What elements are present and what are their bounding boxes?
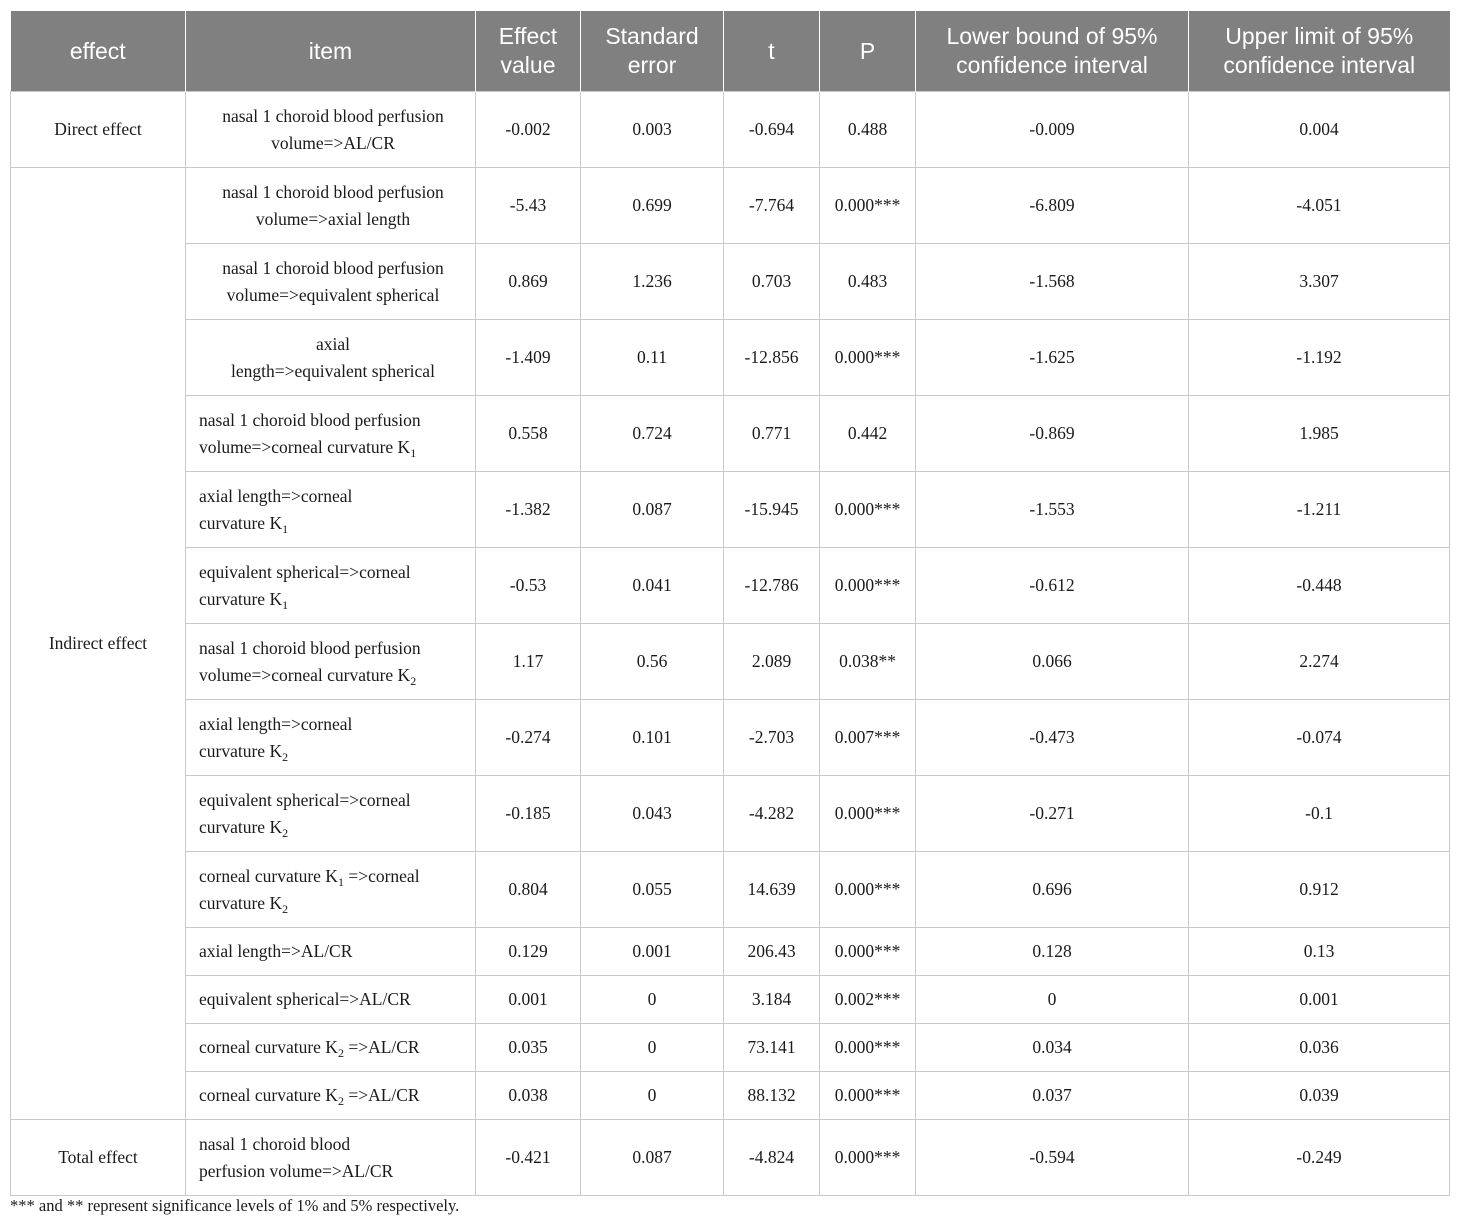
item-text: nasal 1 choroid blood perfusion volume=>AL/CR xyxy=(199,1133,394,1181)
cell-effect-value: 0.804 xyxy=(476,852,581,928)
item-subscript: 1 xyxy=(282,597,289,612)
cell-standard-error: 0.043 xyxy=(581,776,724,852)
cell-item xyxy=(186,1120,476,1196)
cell-upper-limit: 0.912 xyxy=(1189,852,1450,928)
item-text-continued: =>AL/CR xyxy=(343,1037,420,1057)
cell-effect-value: -0.53 xyxy=(476,548,581,624)
item-subscript: 2 xyxy=(337,1046,344,1060)
table-row xyxy=(11,92,1450,168)
cell-t: 0.703 xyxy=(724,244,820,320)
cell-effect-value: -0.185 xyxy=(476,776,581,852)
cell-upper-limit: 2.274 xyxy=(1189,624,1450,700)
results-table-wrapper xyxy=(10,11,1449,1196)
table-row xyxy=(11,624,1450,700)
cell-effect-value: 0.129 xyxy=(476,928,581,976)
cell-upper-limit: 1.985 xyxy=(1189,396,1450,472)
cell-upper-limit: 0.001 xyxy=(1189,976,1450,1024)
item-text: axial length=>equivalent spherical xyxy=(231,333,435,381)
item-text: nasal 1 choroid blood perfusion volume=>axial length xyxy=(222,181,444,229)
item-text: equivalent spherical=>corneal curvature K xyxy=(199,561,411,609)
cell-upper-limit: 0.039 xyxy=(1189,1072,1450,1120)
cell-effect-value: 0.001 xyxy=(476,976,581,1024)
group-direct-effect: Direct effect xyxy=(11,92,186,168)
cell-standard-error: 0.56 xyxy=(581,624,724,700)
table-row xyxy=(11,700,1450,776)
cell-lower-bound: -0.009 xyxy=(916,92,1189,168)
cell-standard-error: 0.001 xyxy=(581,928,724,976)
cell-upper-limit: 0.036 xyxy=(1189,1024,1450,1072)
cell-effect-value: 0.035 xyxy=(476,1024,581,1072)
table-row xyxy=(11,928,1450,976)
cell-lower-bound: 0.128 xyxy=(916,928,1189,976)
col-header-lower-bound: Lower bound of 95% confidence interval xyxy=(916,11,1189,92)
table-row xyxy=(11,244,1450,320)
cell-standard-error: 0.101 xyxy=(581,700,724,776)
col-header-p: P xyxy=(820,11,916,92)
item-subscript: 2 xyxy=(282,749,289,764)
cell-upper-limit: -0.249 xyxy=(1189,1120,1450,1196)
cell-lower-bound: 0.037 xyxy=(916,1072,1189,1120)
item-text-continued: =>AL/CR xyxy=(343,1085,420,1105)
cell-item xyxy=(186,928,476,976)
cell-p: 0.000*** xyxy=(820,1024,916,1072)
footnote: *** and ** represent significance levels of 1% and 5% respectively. xyxy=(10,1196,460,1215)
cell-upper-limit: -0.1 xyxy=(1189,776,1450,852)
cell-effect-value: -1.409 xyxy=(476,320,581,396)
cell-standard-error: 0.087 xyxy=(581,472,724,548)
cell-item xyxy=(186,548,476,624)
cell-item xyxy=(186,976,476,1024)
group-total-effect: Total effect xyxy=(11,1120,186,1196)
col-header-item: item xyxy=(186,11,476,92)
cell-standard-error: 0.041 xyxy=(581,548,724,624)
cell-upper-limit: -4.051 xyxy=(1189,168,1450,244)
cell-standard-error: 0 xyxy=(581,976,724,1024)
item-text: axial length=>corneal curvature K xyxy=(199,485,353,533)
cell-standard-error: 0 xyxy=(581,1072,724,1120)
cell-p: 0.002*** xyxy=(820,976,916,1024)
cell-lower-bound: -0.473 xyxy=(916,700,1189,776)
item-text: axial length=>AL/CR xyxy=(199,941,353,961)
item-text: corneal curvature K xyxy=(199,865,338,886)
col-header-t: t xyxy=(724,11,820,92)
cell-standard-error: 0.055 xyxy=(581,852,724,928)
cell-effect-value: 0.038 xyxy=(476,1072,581,1120)
cell-effect-value: -1.382 xyxy=(476,472,581,548)
item-text: corneal curvature K xyxy=(199,1085,338,1105)
cell-p: 0.000*** xyxy=(820,1120,916,1196)
cell-standard-error: 0.11 xyxy=(581,320,724,396)
item-text: nasal 1 choroid blood perfusion volume=>equivalent spherical xyxy=(222,257,444,305)
cell-lower-bound: -0.271 xyxy=(916,776,1189,852)
item-text: nasal 1 choroid blood perfusion volume=>AL/CR xyxy=(222,105,444,153)
cell-upper-limit: 0.13 xyxy=(1189,928,1450,976)
cell-t: -7.764 xyxy=(724,168,820,244)
cell-item xyxy=(186,776,476,852)
cell-t: 3.184 xyxy=(724,976,820,1024)
cell-lower-bound: 0 xyxy=(916,976,1189,1024)
cell-effect-value: 1.17 xyxy=(476,624,581,700)
cell-p: 0.000*** xyxy=(820,472,916,548)
cell-item xyxy=(186,92,476,168)
table-row xyxy=(11,396,1450,472)
cell-lower-bound: -1.568 xyxy=(916,244,1189,320)
cell-effect-value: 0.869 xyxy=(476,244,581,320)
cell-t: -0.694 xyxy=(724,92,820,168)
cell-item xyxy=(186,852,476,928)
cell-t: 0.771 xyxy=(724,396,820,472)
cell-item xyxy=(186,244,476,320)
table-row xyxy=(11,548,1450,624)
table-row xyxy=(11,168,1450,244)
cell-item xyxy=(186,1024,476,1072)
cell-upper-limit: -0.074 xyxy=(1189,700,1450,776)
cell-lower-bound: 0.034 xyxy=(916,1024,1189,1072)
item-text: axial length=>corneal curvature K xyxy=(199,713,353,761)
cell-item xyxy=(186,624,476,700)
cell-item xyxy=(186,700,476,776)
cell-item xyxy=(186,1072,476,1120)
cell-t: -2.703 xyxy=(724,700,820,776)
cell-effect-value: -0.002 xyxy=(476,92,581,168)
cell-upper-limit: 3.307 xyxy=(1189,244,1450,320)
cell-lower-bound: -1.553 xyxy=(916,472,1189,548)
cell-p: 0.000*** xyxy=(820,928,916,976)
item-subscript: 1 xyxy=(282,521,289,536)
header-row xyxy=(11,11,1450,92)
cell-lower-bound: 0.066 xyxy=(916,624,1189,700)
cell-standard-error: 0.003 xyxy=(581,92,724,168)
col-header-effect: effect xyxy=(11,11,186,92)
cell-p: 0.442 xyxy=(820,396,916,472)
cell-t: -15.945 xyxy=(724,472,820,548)
cell-upper-limit: -0.448 xyxy=(1189,548,1450,624)
table-row xyxy=(11,1072,1450,1120)
cell-standard-error: 0.724 xyxy=(581,396,724,472)
item-text: equivalent spherical=>corneal curvature K xyxy=(199,789,411,837)
cell-t: -12.856 xyxy=(724,320,820,396)
table-row xyxy=(11,852,1450,928)
item-text-continued: =>corneal curvature K xyxy=(199,865,420,913)
item-subscript: 1 xyxy=(410,445,417,460)
cell-lower-bound: 0.696 xyxy=(916,852,1189,928)
cell-t: 2.089 xyxy=(724,624,820,700)
cell-lower-bound: -0.594 xyxy=(916,1120,1189,1196)
table-row xyxy=(11,1120,1450,1196)
cell-p: 0.038** xyxy=(820,624,916,700)
cell-lower-bound: -1.625 xyxy=(916,320,1189,396)
item-text: nasal 1 choroid blood perfusion volume=>corneal curvature K xyxy=(199,637,421,685)
cell-lower-bound: -0.869 xyxy=(916,396,1189,472)
cell-standard-error: 0.699 xyxy=(581,168,724,244)
cell-standard-error: 1.236 xyxy=(581,244,724,320)
cell-p: 0.000*** xyxy=(820,776,916,852)
cell-item xyxy=(186,396,476,472)
cell-t: -12.786 xyxy=(724,548,820,624)
cell-p: 0.000*** xyxy=(820,320,916,396)
cell-p: 0.000*** xyxy=(820,1072,916,1120)
cell-t: -4.824 xyxy=(724,1120,820,1196)
cell-standard-error: 0 xyxy=(581,1024,724,1072)
cell-t: 206.43 xyxy=(724,928,820,976)
cell-effect-value: -0.421 xyxy=(476,1120,581,1196)
cell-p: 0.000*** xyxy=(820,548,916,624)
col-header-upper-limit: Upper limit of 95% confidence interval xyxy=(1189,11,1450,92)
cell-item xyxy=(186,168,476,244)
cell-p: 0.483 xyxy=(820,244,916,320)
item-subscript: 2 xyxy=(282,825,289,840)
cell-t: 73.141 xyxy=(724,1024,820,1072)
cell-upper-limit: 0.004 xyxy=(1189,92,1450,168)
cell-p: 0.000*** xyxy=(820,168,916,244)
item-subscript: 2 xyxy=(410,673,417,688)
cell-effect-value: 0.558 xyxy=(476,396,581,472)
item-subscript: 2 xyxy=(282,901,289,916)
table-row xyxy=(11,1024,1450,1072)
cell-t: 88.132 xyxy=(724,1072,820,1120)
cell-standard-error: 0.087 xyxy=(581,1120,724,1196)
cell-p: 0.007*** xyxy=(820,700,916,776)
table-row xyxy=(11,976,1450,1024)
item-subscript: 1 xyxy=(337,874,344,889)
cell-lower-bound: -6.809 xyxy=(916,168,1189,244)
cell-item xyxy=(186,320,476,396)
item-text: nasal 1 choroid blood perfusion volume=>corneal curvature K xyxy=(199,409,421,457)
col-header-standard-error: Standard error xyxy=(581,11,724,92)
cell-effect-value: -0.274 xyxy=(476,700,581,776)
cell-upper-limit: -1.192 xyxy=(1189,320,1450,396)
item-text: equivalent spherical=>AL/CR xyxy=(199,989,411,1009)
table-row xyxy=(11,472,1450,548)
col-header-effect-value: Effect value xyxy=(476,11,581,92)
cell-p: 0.000*** xyxy=(820,852,916,928)
cell-item xyxy=(186,472,476,548)
item-text: corneal curvature K xyxy=(199,1037,338,1057)
group-indirect-effect: Indirect effect xyxy=(11,168,186,1120)
item-subscript: 2 xyxy=(337,1094,344,1108)
table-row xyxy=(11,776,1450,852)
table-row xyxy=(11,320,1450,396)
cell-effect-value: -5.43 xyxy=(476,168,581,244)
cell-p: 0.488 xyxy=(820,92,916,168)
cell-t: 14.639 xyxy=(724,852,820,928)
cell-t: -4.282 xyxy=(724,776,820,852)
mediation-effects-table xyxy=(10,11,1450,1196)
cell-upper-limit: -1.211 xyxy=(1189,472,1450,548)
cell-lower-bound: -0.612 xyxy=(916,548,1189,624)
